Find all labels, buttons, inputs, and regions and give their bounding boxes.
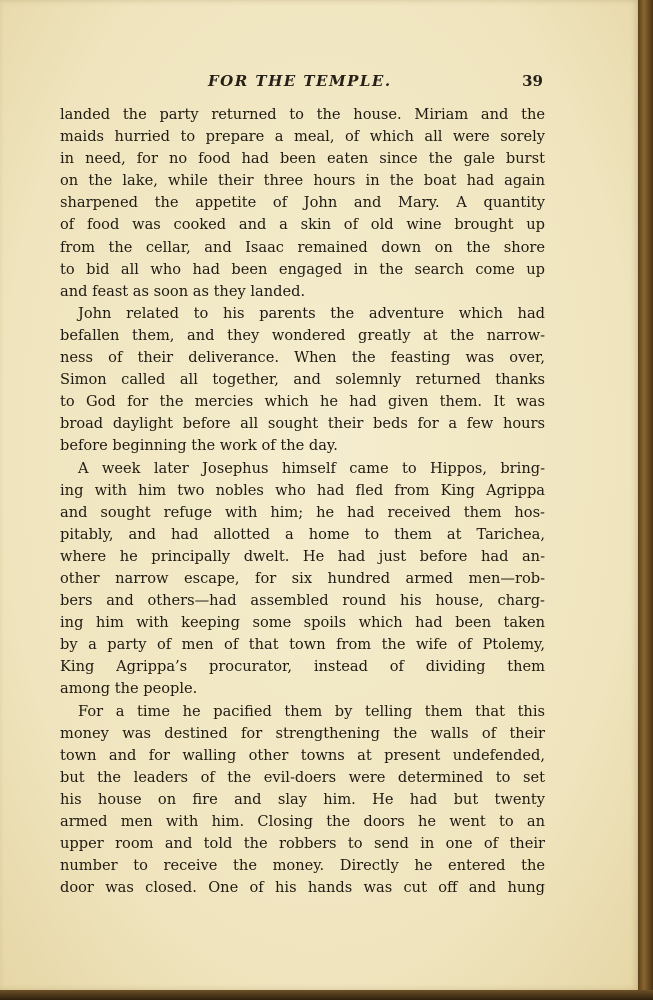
text-line: sharpened the appetite of John and Mary. A quantity [60, 194, 545, 212]
text-line: where he principally dwelt. He had just before had an- [60, 547, 545, 565]
running-title: FOR THE TEMPLE. [208, 72, 392, 90]
text-line: For a time he pacified them by telling them that this [78, 702, 545, 720]
text-line: broad daylight before all sought their beds for a few hours [60, 415, 545, 433]
paragraph [60, 104, 545, 303]
text-line: John related to his parents the adventure which had [78, 304, 545, 322]
text-line: and sought refuge with him; he had received them hos- [60, 503, 545, 521]
text-line: door was closed. One of his hands was cut off and hung [60, 879, 545, 897]
text-line: bers and others—had assembled round his house, charg- [60, 592, 545, 610]
text-line: before beginning the work of the day. [60, 437, 338, 455]
text-line: but the leaders of the evil-doers were determined to set [60, 768, 545, 786]
text-line: to bid all who had been engaged in the search come up [60, 260, 545, 278]
text-line: pitably, and had allotted a home to them at Tarichea, [60, 525, 545, 543]
text-line: town and for walling other towns at present undefended, [60, 746, 545, 764]
text-line: and feast as soon as they landed. [60, 282, 306, 300]
text-line: from the cellar, and Isaac remained down on the shore [60, 238, 545, 256]
text-line: ness of their deliverance. When the feasting was over, [60, 349, 545, 367]
text-line: to God for the mercies which he had given them. It was [60, 393, 545, 411]
paragraph [60, 701, 545, 900]
paragraph [60, 303, 545, 458]
text-line: ing him with keeping some spoils which had been taken [60, 614, 545, 632]
text-line: upper room and told the robbers to send in one of their [60, 835, 545, 853]
text-line: maids hurried to prepare a meal, of which all were sorely [60, 128, 545, 146]
text-line: his house on fire and slay him. He had but twenty [60, 790, 545, 808]
text-line: in need, for no food had been eaten since the gale burst [60, 150, 545, 168]
text-line: befallen them, and they wondered greatly at the narrow- [60, 326, 545, 344]
text-line: other narrow escape, for six hundred armed men—rob- [60, 569, 545, 587]
text-line: by a party of men of that town from the wife of Ptolemy, [60, 636, 545, 654]
text-line: money was destined for strengthening the walls of their [60, 724, 545, 742]
text-line: among the people. [60, 680, 198, 698]
page-header [60, 72, 545, 94]
text-line: landed the party returned to the house. Miriam and the [60, 106, 545, 123]
body-text [60, 104, 545, 899]
text-line: on the lake, while their three hours in the boat had again [60, 172, 545, 190]
text-line: A week later Josephus himself came to Hippos, bring- [78, 459, 545, 477]
text-line: ing with him two nobles who had fled from King Agrippa [60, 481, 545, 499]
page-number: 39 [522, 72, 543, 90]
text-line: number to receive the money. Directly he entered the [60, 857, 545, 875]
book-spine-edge [638, 0, 653, 1000]
text-line: of food was cooked and a skin of old wine brought up [60, 216, 545, 234]
page-bottom-edge [0, 990, 653, 1000]
text-line: King Agrippa’s procurator, instead of dividing them [60, 658, 545, 676]
paragraph [60, 458, 545, 701]
text-line: armed men with him. Closing the doors he went to an [60, 813, 545, 830]
text-line: Simon called all together, and solemnly returned thanks [60, 371, 545, 389]
